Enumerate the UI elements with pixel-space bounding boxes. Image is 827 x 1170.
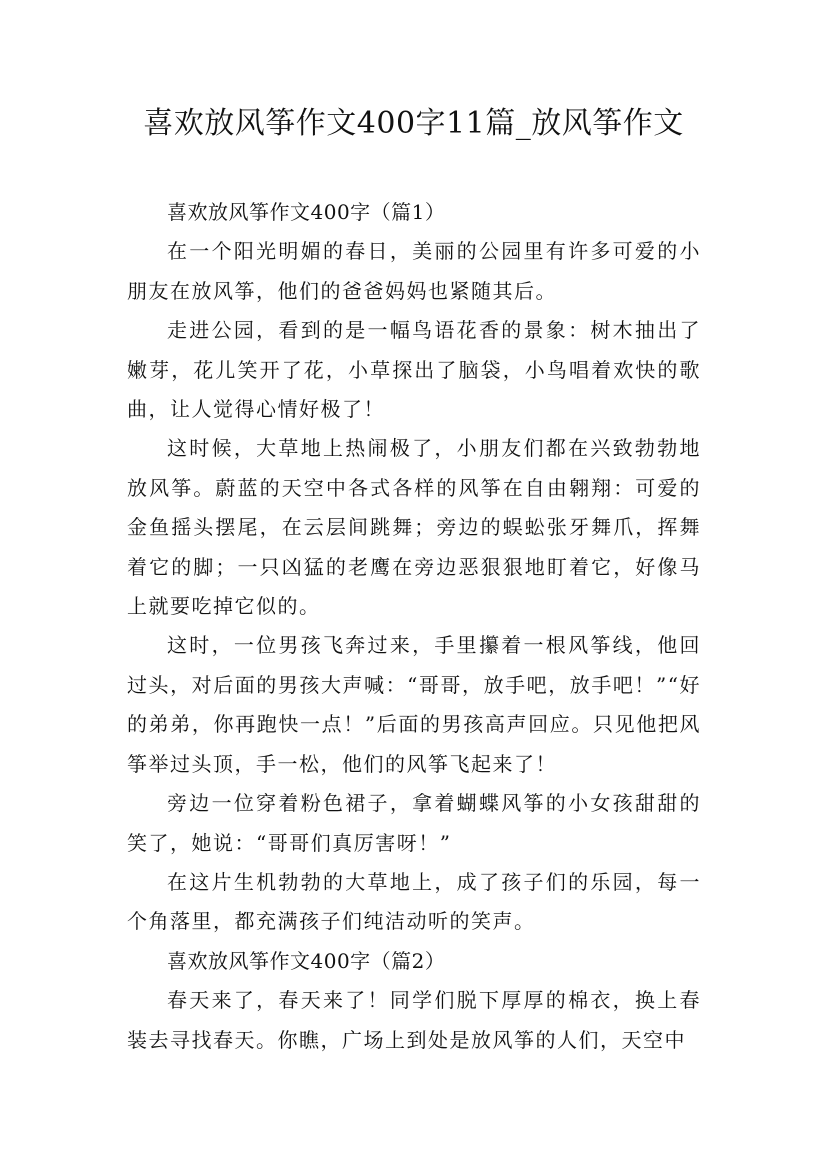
paragraph: 在一个阳光明媚的春日，美丽的公园里有许多可爱的小朋友在放风筝，他们的爸爸妈妈也紧随其后。	[127, 239, 701, 303]
paragraph: 春天来了，春天来了！同学们脱下厚厚的棉衣，换上春装去寻找春天。你瞧，广场上到处是放风筝的人们，天空中	[127, 988, 701, 1052]
paragraph: 这时候，大草地上热闹极了，小朋友们都在兴致勃勃地放风筝。蔚蓝的天空中各式各样的风筝在自由翱翔：可爱的金鱼摇头摆尾，在云层间跳舞；旁边的蜈蚣张牙舞爪，挥舞着它的脚；一只凶猛的老鹰在旁边恶狠狠地盯着它，好像马上就要吃掉它似的。	[127, 436, 701, 619]
paragraph: 这时，一位男孩飞奔过来，手里攥着一根风筝线，他回过头，对后面的男孩大声喊：“哥哥，放手吧，放手吧！”“好的弟弟，你再跑快一点！”后面的男孩高声回应。只见他把风筝举过头顶，手一松，他们的风筝飞起来了！	[127, 633, 701, 776]
section-heading: 喜欢放风筝作文400字（篇1）	[167, 200, 446, 224]
paragraph: 在这片生机勃勃的大草地上，成了孩子们的乐园，每一个角落里，都充满孩子们纯洁动听的笑声。	[127, 869, 701, 934]
paragraph: 旁边一位穿着粉色裙子，拿着蝴蝶风筝的小女孩甜甜的笑了，她说：“哥哥们真厉害呀！”	[127, 791, 701, 855]
section-heading: 喜欢放风筝作文400字（篇2）	[167, 948, 446, 973]
document-body	[127, 193, 701, 1060]
document-title: 喜欢放风筝作文400字11篇_放风筝作文	[143, 106, 684, 141]
paragraph: 走进公园，看到的是一幅鸟语花香的景象：树木抽出了嫩芽，花儿笑开了花，小草探出了脑袋，小鸟唱着欢快的歌曲，让人觉得心情好极了！	[127, 318, 701, 422]
